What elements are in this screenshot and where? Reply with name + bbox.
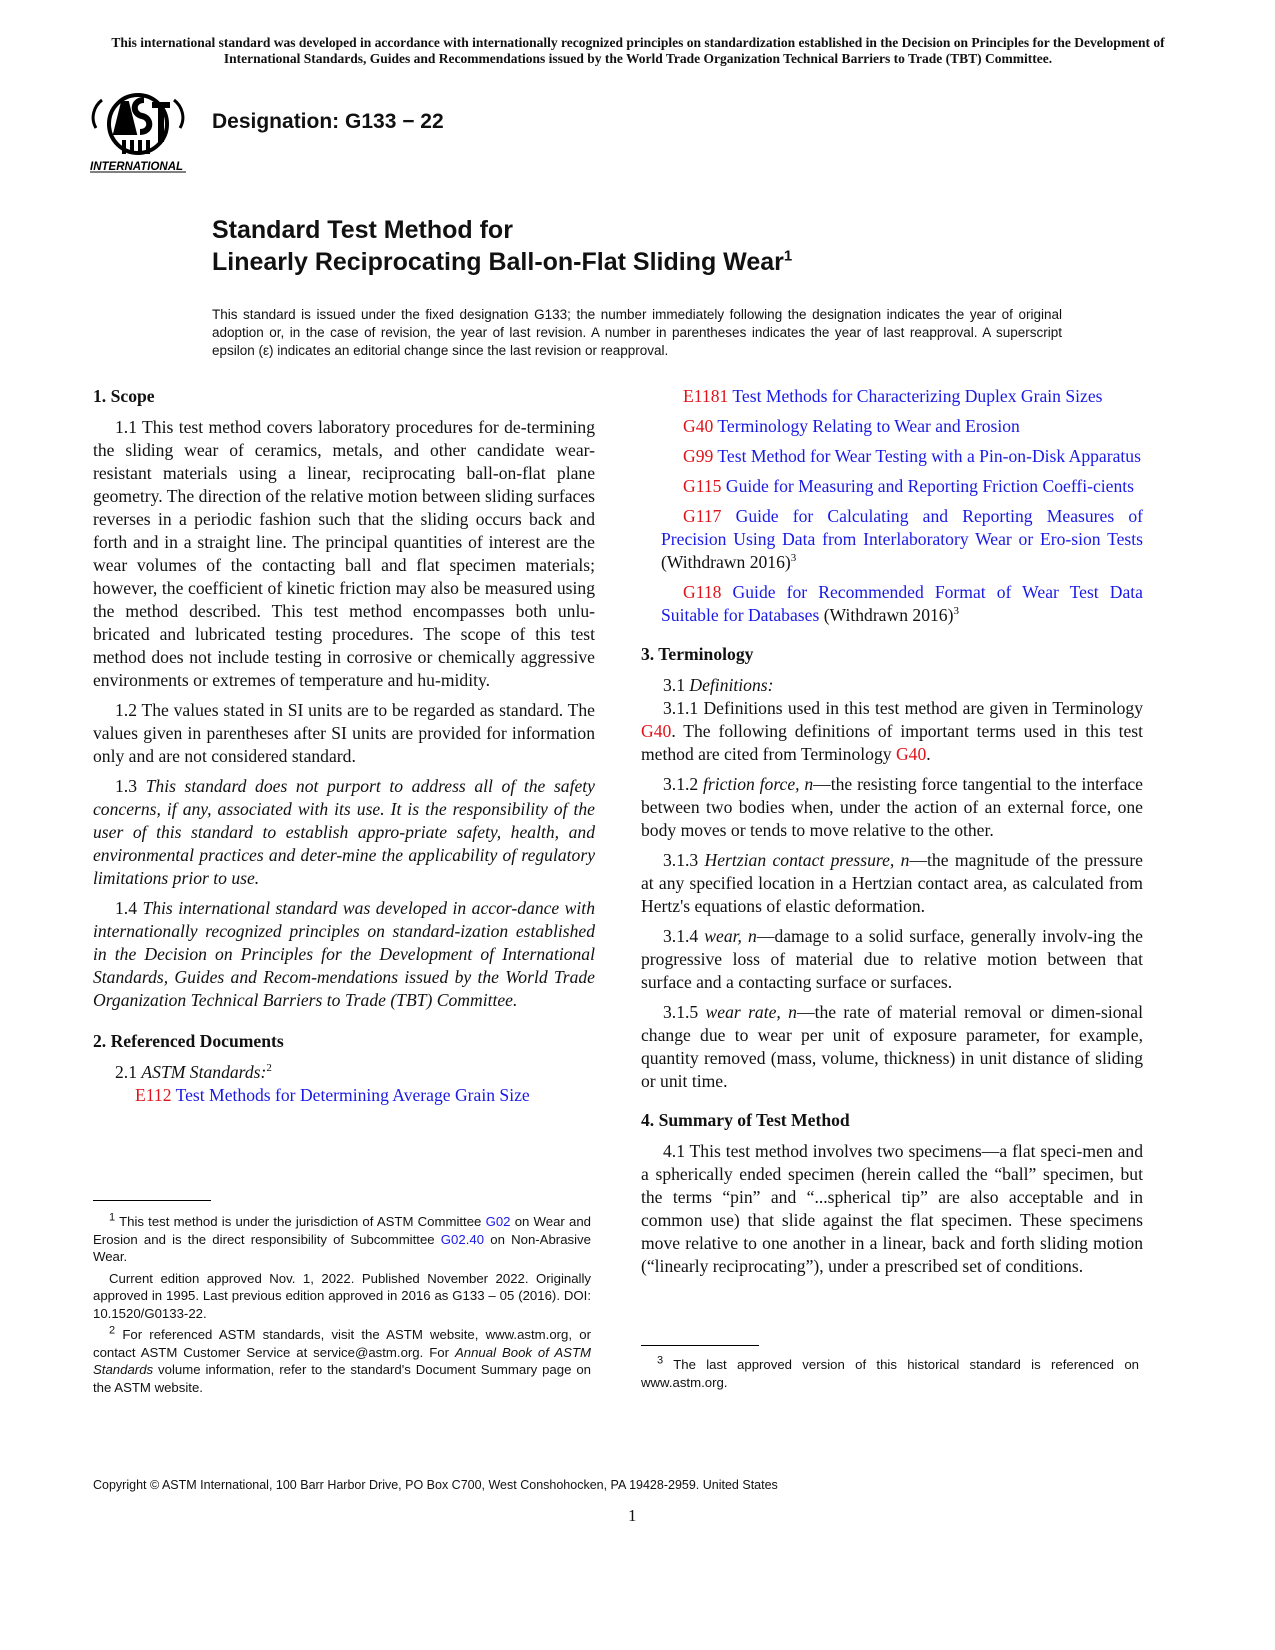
reference-title[interactable]: Test Methods for Determining Average Grain Size [175,1085,530,1105]
reference-sup: 3 [790,552,797,565]
para-3-1 [641,674,1143,697]
terminology-heading: 3. Terminology [641,644,754,664]
para-1-3-text: This standard does not purport to address all of the safety concerns, if any, associated with its use. It is the responsibility of the user of this standard to establish appro-priate safety, health, and environmental practices and deter-mine the applicability of regulatory limitations prior to use. [93,776,595,888]
reference-note: (Withdrawn 2016) [661,552,791,572]
footnote-1 [93,1213,591,1266]
footnote-1-text-a: This test method is under the jurisdiction of ASTM Committee [119,1214,486,1229]
para-3-1-4-text: —damage to a solid surface, generally involv-ing the progressive loss of material due to relative motion between that surface and a contacting surface or surfaces. [641,926,1143,992]
footnote-1-mark: 1 [109,1211,116,1224]
footnotes-left [93,1213,591,1400]
subcommittee-link[interactable]: G02.40 [440,1231,485,1247]
footnote-2-text-a: For referenced ASTM standards, visit the ASTM website, www.astm.org, or contact ASTM Customer Service at service@astm.org. For [93,1327,591,1360]
footnote-rule-left [93,1200,211,1201]
reference-item-e112[interactable] [93,1084,595,1107]
g40-link[interactable]: G40 [641,721,672,741]
footnote-2-italic: Annual Book of ASTM Standards [93,1344,591,1377]
para-3-1-4 [641,925,1143,994]
para-2-1-text: ASTM Standards: [141,1062,267,1082]
scope-heading: 1. Scope [93,386,155,406]
para-3-1-5-text: —the rate of material removal or dimen-sional change due to wear per unit of exposure parameter, for example, quantity removed (mass, volume, thickness) in unit distance of sliding or unit time. [641,1002,1143,1091]
reference-title[interactable]: Guide for Calculating and Reporting Measures of Precision Using Data from Interlaboratory Wear or Ero-sion Tests [661,506,1143,549]
title-line-1: Standard Test Method for [212,216,513,244]
page-number: 1 [628,1506,637,1525]
reference-title[interactable]: Terminology Relating to Wear and Erosion [717,416,1020,436]
para-3-1-5-num: 3.1.5 [663,1002,699,1022]
left-column [93,385,595,1114]
reference-code[interactable]: G99 [683,446,714,466]
astm-logo [88,88,194,174]
footnote-1-text-b: on Wear and Erosion and is the direct responsibility of Subcommittee [93,1214,591,1247]
title-line-2-text: Linearly Reciprocating Ball-on-Flat Sliding Wear [212,248,784,276]
reference-note: (Withdrawn 2016) [819,605,954,625]
para-3-1-text: Definitions: [689,675,774,695]
para-3-1-num: 3.1 [663,675,685,695]
term-wear: wear, n [704,926,757,946]
reference-title[interactable]: Test Method for Wear Testing with a Pin-on-Disk Apparatus [717,446,1141,466]
footnote-1-text-c: on Non-Abrasive Wear. [93,1231,591,1264]
right-column [641,385,1143,1285]
document-title [212,214,792,278]
reference-code[interactable]: E1181 [683,386,729,406]
footnote-2 [93,1326,591,1396]
para-3-1-3 [641,849,1143,918]
reference-title[interactable]: Test Methods for Characterizing Duplex Grain Sizes [732,386,1103,406]
para-3-1-1-text-b: . The following definitions of important terms used in this test method are cited from Terminology [641,721,1143,764]
para-2-1-num: 2.1 [115,1062,137,1082]
reference-item-g115[interactable] [641,475,1143,498]
reference-code[interactable]: G117 [683,506,722,526]
reference-code[interactable]: E112 [135,1085,172,1105]
para-3-1-3-text: —the magnitude of the pressure at any specified location in a Hertzian contact area, as calculated from Hertz's equations of elastic deformation. [641,850,1143,916]
footnote-2-text-b: volume information, refer to the standard's Document Summary page on the ASTM website. [93,1362,591,1395]
reference-item-g99[interactable] [641,445,1143,468]
copyright-line: Copyright © ASTM International, 100 Barr Harbor Drive, PO Box C700, West Conshohocken, PA 19428-2959. United States [93,1478,778,1492]
para-1-3-num: 1.3 [115,776,137,796]
para-3-1-2-text: —the resisting force tangential to the interface between two bodies when, under the action of an external force, one body moves or tends to move relative to the other. [641,774,1143,840]
term-friction-force: friction force, n [703,774,814,794]
footnotes-right [641,1356,1139,1395]
footnote-3-text: The last approved version of this historical standard is referenced on www.astm.org. [641,1357,1139,1390]
reference-code[interactable]: G40 [683,416,714,436]
issue-note: This standard is issued under the fixed designation G133; the number immediately following the designation indicates the year of original adoption or, in the case of revision, the year of last revision. A number in parentheses indicates the year of last reapproval. A superscript epsilon (ε) indicates an editorial change since the last revision or reapproval. [212,307,1062,358]
para-1-4-text: This international standard was developed in accor-dance with internationally recognized principles on standard-ization established in the Decision on Principles for the Development of International Standards, Guides and Recom-mendations issued by the World Trade Organization Technical Barriers to Trade (TBT) Committee. [93,898,595,1010]
reference-code[interactable]: G115 [683,476,722,496]
para-2-1 [93,1061,595,1084]
committee-link[interactable]: G02 [485,1214,511,1229]
para-3-1-4-num: 3.1.4 [663,926,699,946]
para-3-1-1-text-c: . [926,744,931,764]
para-3-1-2 [641,773,1143,842]
para-1-3 [93,775,595,890]
para-1-4 [93,897,595,1012]
para-1-4-num: 1.4 [115,898,137,918]
footnote-2-mark: 2 [109,1324,116,1337]
para-3-1-3-num: 3.1.3 [663,850,699,870]
para-4-1: 4.1 This test method involves two specimens—a flat speci-men and a spherically ended specimen (herein called the “ball” specimen, but the terms “pin” and “...spherical tip” are also acceptable and in common use) that slide against the flat specimen. These specimens move relative to one another in a linear, back and forth sliding motion (“linearly reciprocating”), under a prescribed set of conditions. [641,1141,1143,1276]
reference-title[interactable]: Guide for Recommended Format of Wear Test Data Suitable for Databases [661,582,1143,625]
footnote-1-edition: Current edition approved Nov. 1, 2022. Published November 2022. Originally approved in 1995. Last previous edition approved in 2016 as G133 – 05 (2016). DOI: 10.1520/G0133-22. [93,1270,591,1321]
reference-title[interactable]: Guide for Measuring and Reporting Friction Coeffi-cients [725,476,1135,496]
reference-sup: 3 [953,605,959,618]
footnote-rule-right [641,1345,759,1346]
para-3-1-2-num: 3.1.2 [663,774,699,794]
term-hertzian-contact-pressure: Hertzian contact pressure, n [704,850,910,870]
international-standard-notice: This international standard was developed in accordance with internationally recognized principles on standardization established in the Decision on Principles for the Development of International Standards, Guides and Recommendations issued by the World Trade Organization Technical Barriers to Trade (TBT) Committee. [111,35,1165,66]
referenced-documents-heading: 2. Referenced Documents [93,1031,284,1051]
reference-code[interactable]: G118 [683,582,722,602]
para-1-1: 1.1 This test method covers laboratory procedures for de-termining the sliding wear of ceramics, metals, and other candidate wear-resistant materials using a linear, reciprocating ball-on-flat plane geometry. The direction of the relative motion between sliding surfaces reverses in a periodic fashion such that the sliding occurs back and forth and in a straight line. The principal quantities of interest are the wear volumes of the contacting ball and flat specimen materials; however, the coefficient of kinetic friction may also be measured using the method described. This test method encompasses both unlu-bricated and lubricated testing procedures. The scope of this test method does not include testing in corrosive or chemically aggressive environments or extremes of temperature and hu-midity. [93,417,595,690]
reference-item-g117[interactable] [641,505,1143,574]
term-wear-rate: wear rate, n [705,1002,797,1022]
para-3-1-1-text-a: 3.1.1 Definitions used in this test method are given in Terminology [663,698,1143,718]
title-footnote-mark: 1 [783,247,793,265]
logo-international-text: INTERNATIONAL [90,161,184,173]
g40-link[interactable]: G40 [895,744,927,764]
para-3-1-5 [641,1001,1143,1093]
title-line-2 [212,246,792,278]
reference-item-e1181[interactable] [641,385,1143,408]
designation: Designation: G133 − 22 [212,110,444,133]
footnote-3 [641,1356,1139,1391]
para-1-2: 1.2 The values stated in SI units are to be regarded as standard. The values given in parentheses after SI units are provided for information only and are not considered standard. [93,700,595,766]
summary-heading: 4. Summary of Test Method [641,1110,850,1130]
footnote-3-mark: 3 [657,1354,664,1367]
reference-item-g118[interactable] [641,581,1143,627]
para-2-1-sup: 2 [266,1062,272,1075]
para-3-1-1 [641,697,1143,766]
reference-item-g40[interactable] [641,415,1143,438]
